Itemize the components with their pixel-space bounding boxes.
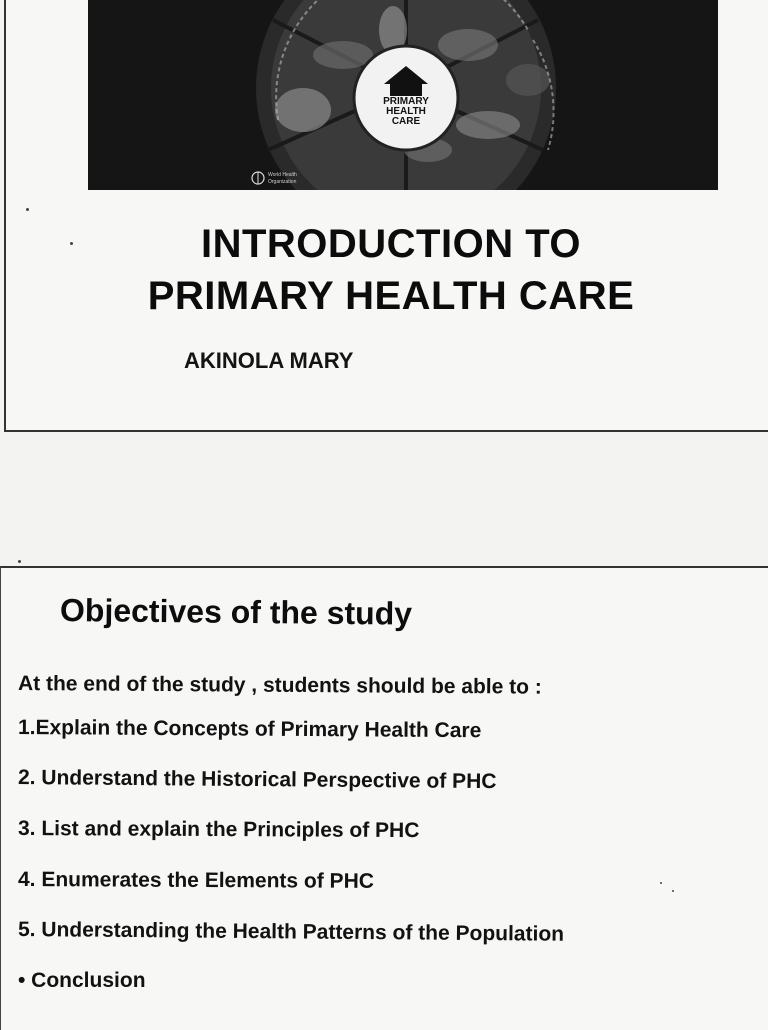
center-label-line3: CARE — [391, 116, 421, 127]
center-label-line1: PRIMARY — [383, 96, 429, 107]
objective-item: 5. Understanding the Health Patterns of the Population — [17, 918, 565, 946]
title-slide — [4, 0, 768, 432]
logo-text-line2: Organization — [268, 179, 297, 185]
conclusion-item: • Conclusion — [18, 969, 146, 992]
objectives-slide — [0, 566, 768, 1030]
objective-item: 4. Enumerates the Elements of PHC — [17, 868, 374, 893]
slide-title — [46, 218, 736, 322]
title-line1: INTRODUCTION TO — [200, 222, 582, 266]
objectives-intro: At the end of the study , students should be able to : — [17, 672, 542, 699]
logo-text-line1: World Health — [268, 172, 297, 178]
banner-image — [88, 0, 718, 190]
objective-item: 3. List and explain the Principles of PHC — [17, 817, 420, 843]
objective-item: 1.Explain the Concepts of Primary Health Care — [17, 716, 482, 743]
title-line2: PRIMARY HEALTH CARE — [147, 274, 635, 318]
primary-health-care-wheel-graphic — [88, 0, 718, 190]
objectives-heading: Objectives of the study — [59, 592, 413, 632]
author-name: AKINOLA MARY — [184, 348, 354, 373]
objective-item: 2. Understand the Historical Perspective of PHC — [17, 766, 497, 794]
center-label-line2: HEALTH — [386, 106, 426, 117]
